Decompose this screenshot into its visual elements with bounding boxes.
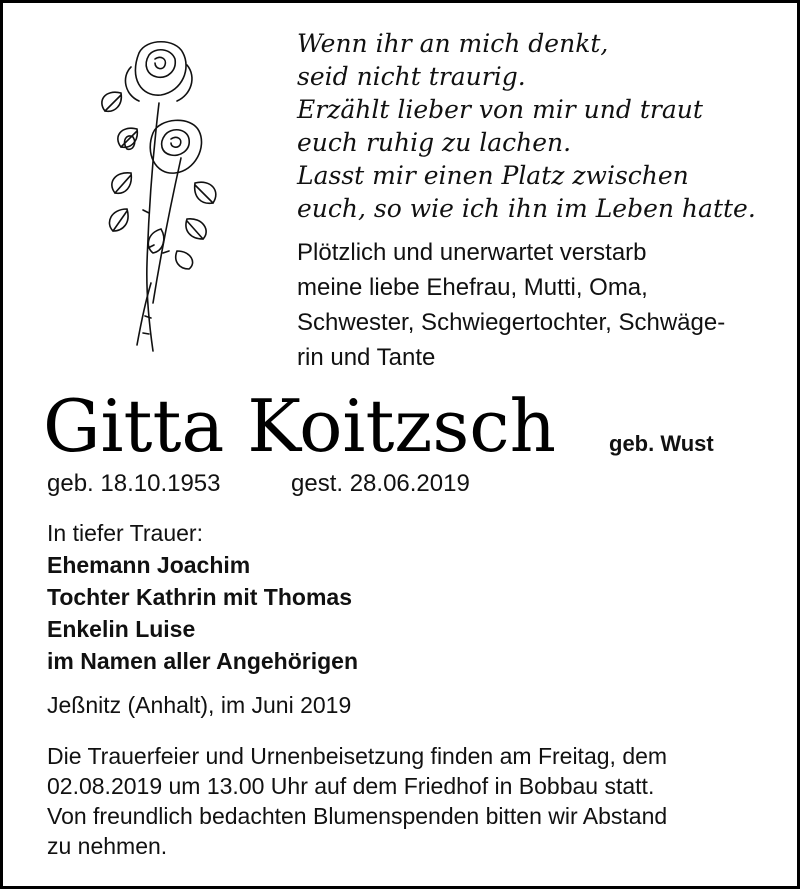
poem-line: euch ruhig zu lachen. <box>297 128 572 157</box>
death-date: gest. 28.06.2019 <box>291 470 470 497</box>
mourners-list <box>47 517 747 677</box>
funeral-line: zu nehmen. <box>47 833 168 859</box>
mourner-name: Ehemann Joachim <box>47 552 251 578</box>
announcement-line: meine liebe Ehefrau, Mutti, Oma, <box>297 274 648 301</box>
birth-date: geb. 18.10.1953 <box>47 470 221 497</box>
funeral-line: Von freundlich bedachten Blumenspenden bitten wir Abstand <box>47 803 668 829</box>
mourner-name: Tochter Kathrin mit Thomas <box>47 584 352 610</box>
funeral-info <box>47 741 787 861</box>
place-date: Jeßnitz (Anhalt), im Juni 2019 <box>47 692 352 718</box>
poem <box>297 27 777 225</box>
rose-icon <box>91 33 231 355</box>
announcement-line: rin und Tante <box>297 344 436 371</box>
poem-line: seid nicht traurig. <box>297 62 526 91</box>
poem-line: Erzählt lieber von mir und traut <box>297 95 703 124</box>
funeral-line: Die Trauerfeier und Urnenbeisetzung finden am Freitag, dem <box>47 743 668 769</box>
mourner-name: im Namen aller Angehörigen <box>47 648 358 674</box>
mourner-name: Enkelin Luise <box>47 616 196 642</box>
maiden-name: geb. Wust <box>609 431 714 456</box>
mourners-heading: In tiefer Trauer: <box>47 520 203 546</box>
poem-line: Lasst mir einen Platz zwischen <box>297 161 689 190</box>
announcement-line: Plötzlich und unerwartet verstarb <box>297 239 647 266</box>
poem-line: euch, so wie ich ihn im Leben hatte. <box>297 194 756 223</box>
death-announcement <box>297 235 777 375</box>
poem-line: Wenn ihr an mich denkt, <box>297 29 609 58</box>
announcement-line: Schwester, Schwiegertochter, Schwäge- <box>297 309 726 336</box>
funeral-line: 02.08.2019 um 13.00 Uhr auf dem Friedhof in Bobbau statt. <box>47 773 655 799</box>
deceased-name: Gitta Koitzsch <box>43 384 556 468</box>
